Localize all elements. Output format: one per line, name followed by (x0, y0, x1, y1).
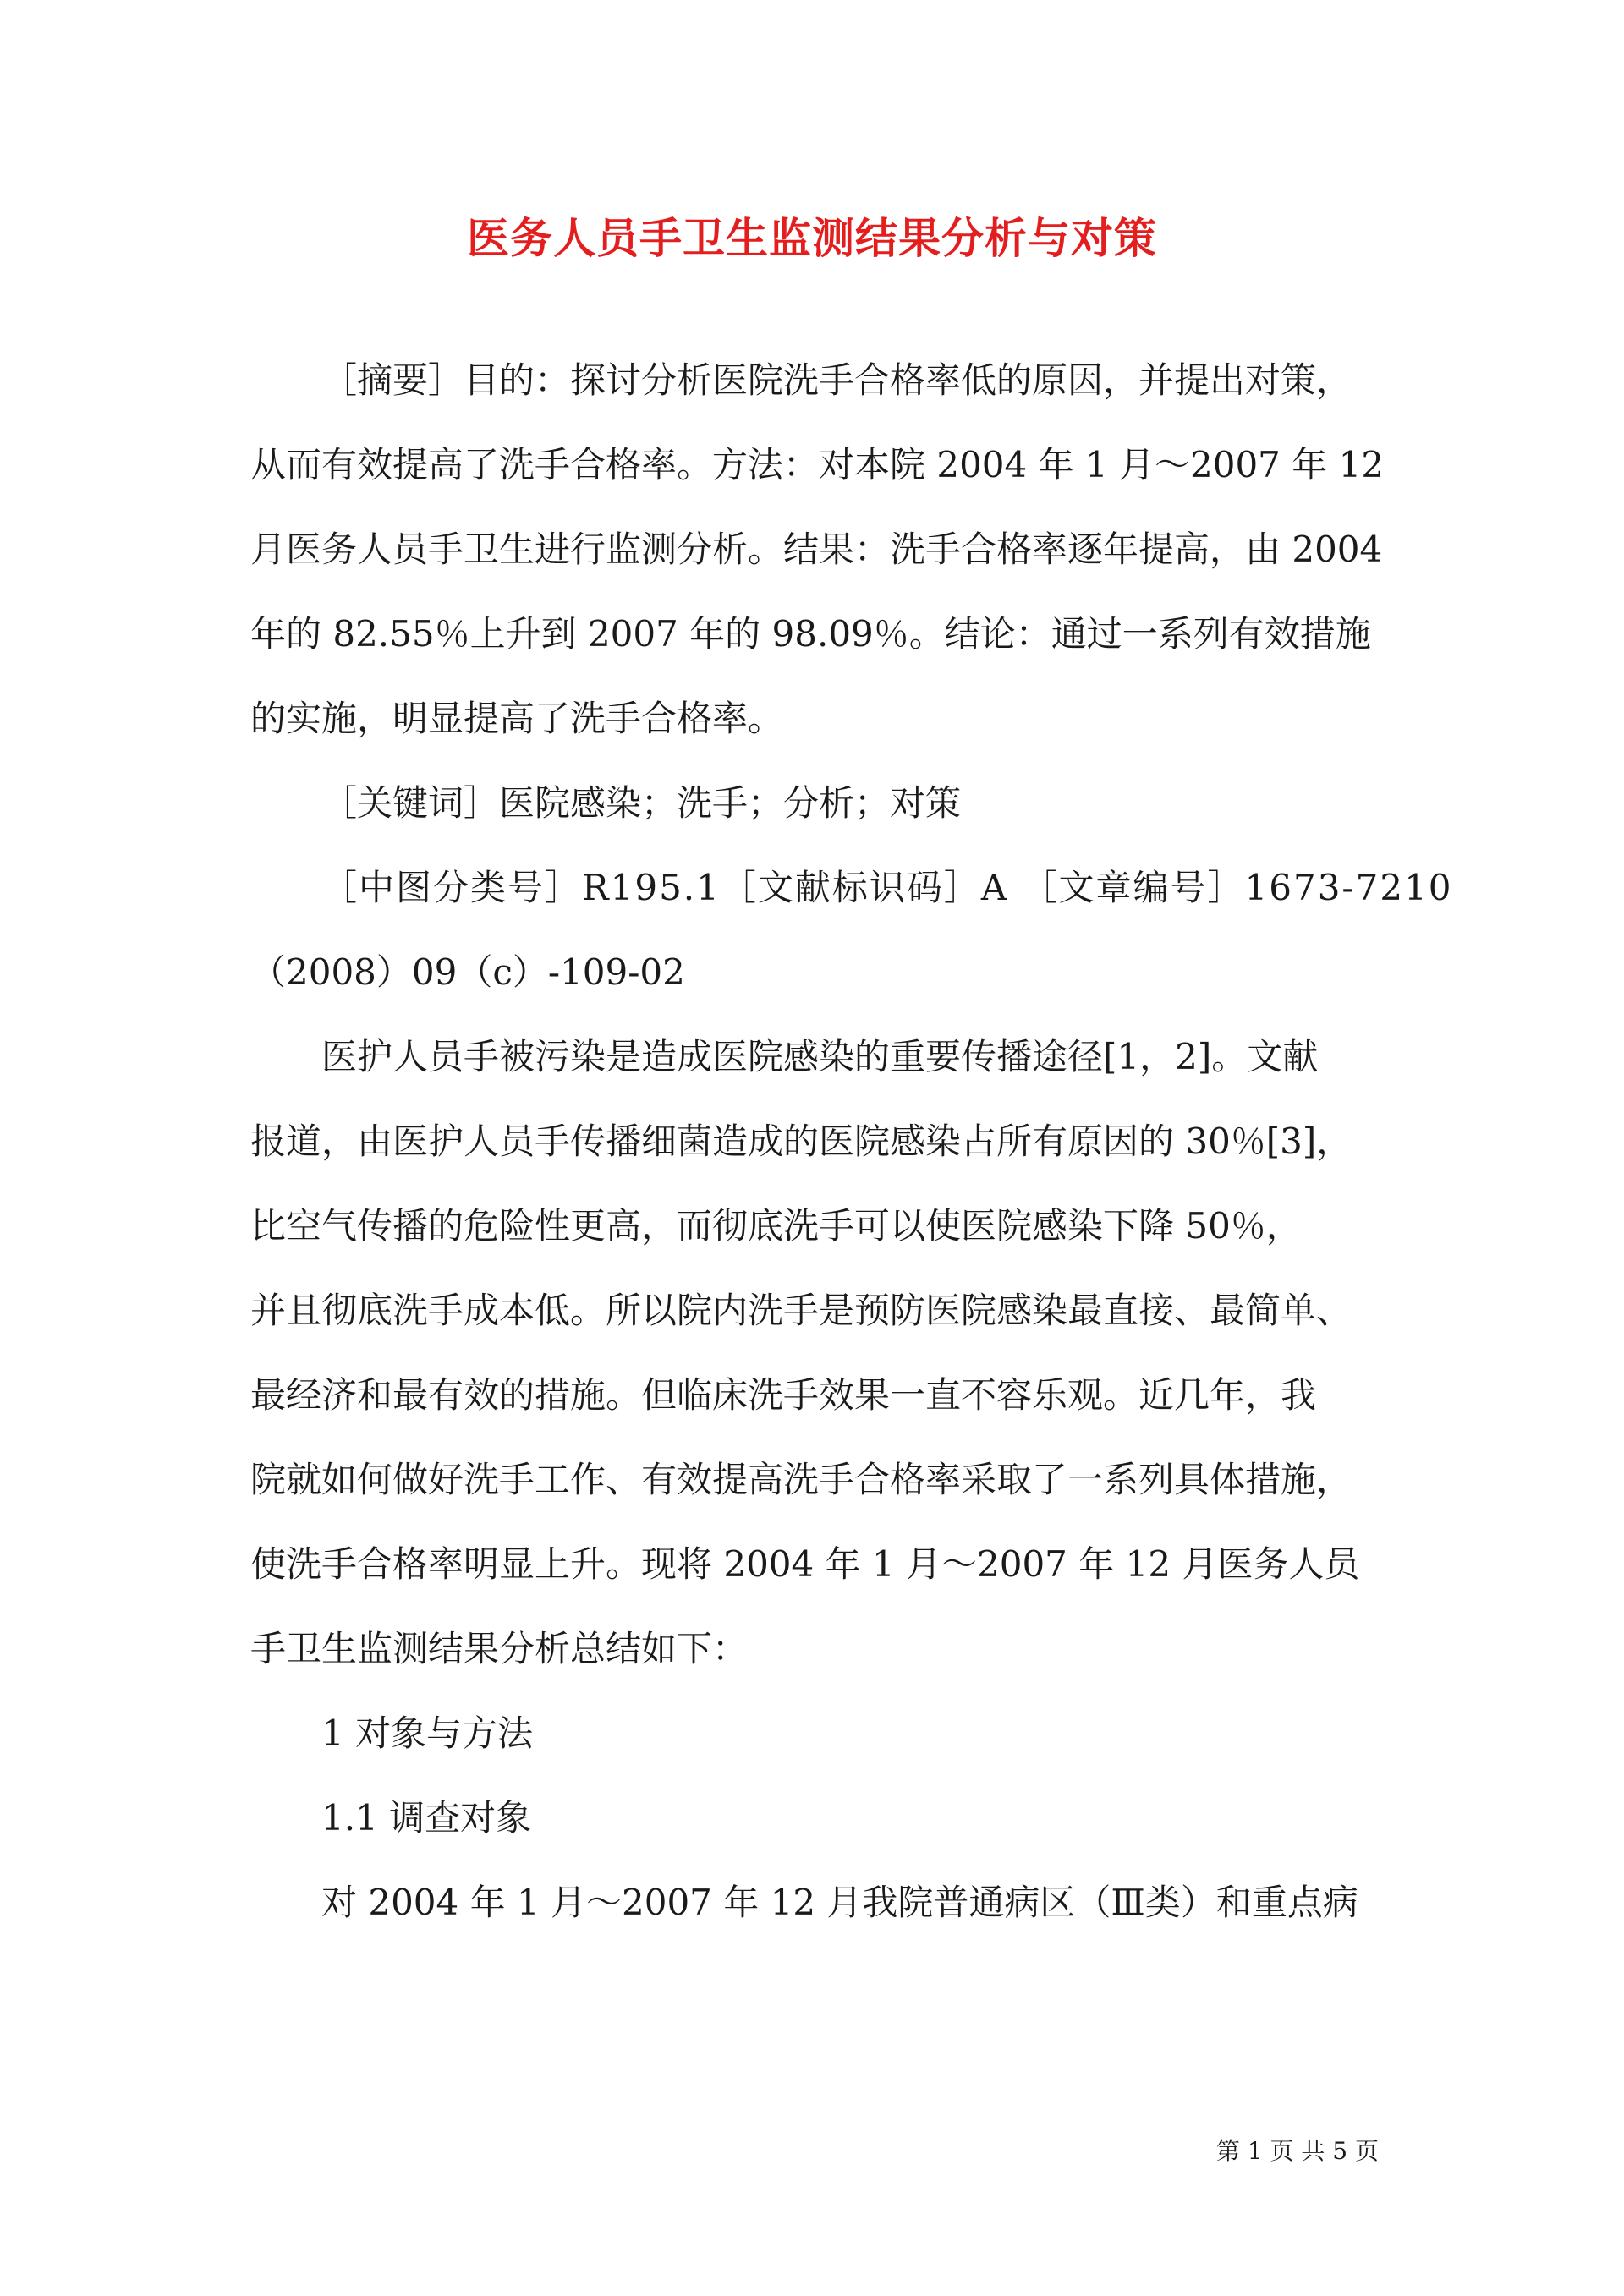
classification-line: （2008）09（c）-109-02 (250, 951, 685, 993)
paragraph-line: 手卫生监测结果分析总结如下： (250, 1628, 749, 1669)
section-heading: 1 对象与方法 (321, 1712, 534, 1754)
abstract-line: 从而有效提高了洗手合格率。方法：对本院 2004 年 1 月～2007 年 12 (250, 444, 1385, 485)
subsection-heading: 1.1 调查对象 (321, 1797, 532, 1838)
paragraph-line: 医护人员手被污染是造成医院感染的重要传播途径[1，2]。文献 (321, 1036, 1319, 1077)
abstract-line: 年的 82.55％上升到 2007 年的 98.09％。结论：通过一系列有效措施 (250, 613, 1371, 655)
document-title: 医务人员手卫生监测结果分析与对策 (467, 213, 1157, 263)
paragraph-line: 院就如何做好洗手工作、有效提高洗手合格率采取了一系列具体措施， (250, 1459, 1352, 1500)
paragraph-line: 并且彻底洗手成本低。所以院内洗手是预防医院感染最直接、最简单、 (250, 1290, 1352, 1331)
document-body (250, 338, 1453, 1945)
paragraph-line: 对 2004 年 1 月～2007 年 12 月我院普通病区（Ⅲ类）和重点病 (321, 1882, 1358, 1923)
abstract-line: 的实施，明显提高了洗手合格率。 (250, 698, 784, 739)
paragraph-line: 报道，由医护人员手传播细菌造成的医院感染占所有原因的 30％[3]， (250, 1121, 1352, 1162)
paragraph-line: 使洗手合格率明显上升。现将 2004 年 1 月～2007 年 12 月医务人员 (250, 1543, 1360, 1585)
abstract-line: ［摘要］目的：探讨分析医院洗手合格率低的原因，并提出对策， (321, 359, 1352, 401)
keywords-line: ［关键词］医院感染；洗手；分析；对策 (321, 782, 962, 824)
paragraph-line: 最经济和最有效的措施。但临床洗手效果一直不容乐观。近几年，我 (250, 1374, 1317, 1416)
classification-line: ［中图分类号］R195.1［文献标识码］A ［文章编号］1673-7210 (321, 867, 1453, 908)
paragraph-line: 比空气传播的危险性更高，而彻底洗手可以使医院感染下降 50％， (250, 1205, 1302, 1247)
page-number-footer: 第 1 页 共 5 页 (1215, 2137, 1379, 2165)
abstract-line: 月医务人员手卫生进行监测分析。结果：洗手合格率逐年提高，由 2004 (250, 529, 1383, 570)
